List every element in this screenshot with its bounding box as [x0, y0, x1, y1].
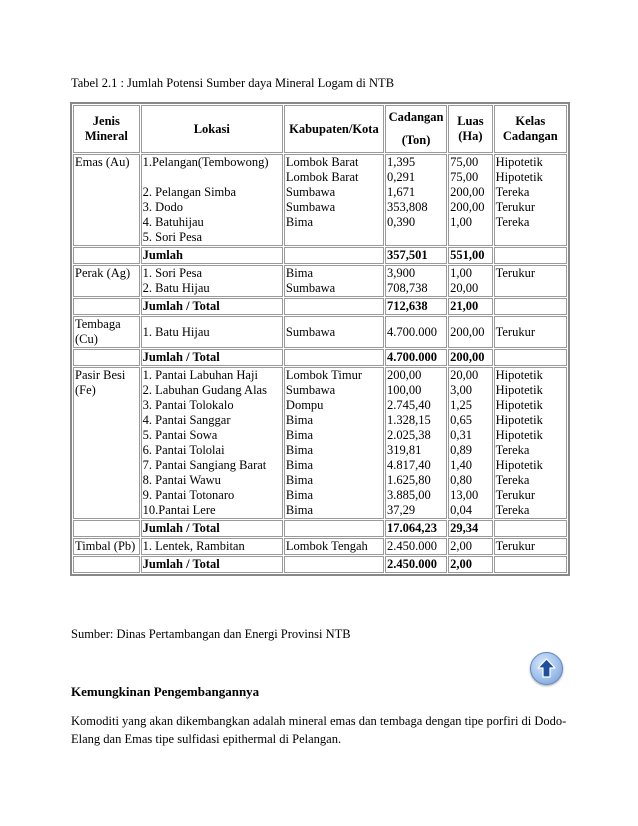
luas-line: 0,65 — [450, 413, 473, 427]
lokasi-line: 1.Pelangan(Tembowong) — [142, 155, 269, 169]
kelas-line: Terukur — [495, 324, 536, 339]
total-empty-cell — [494, 247, 567, 264]
section-heading: Kemungkinan Pengembangannya — [71, 684, 260, 699]
cadangan-line: 1,671 — [386, 185, 416, 199]
luas-line: 1,00 — [450, 266, 473, 280]
lokasi-line: 1. Pantai Labuhan Haji — [142, 368, 258, 382]
kelas-line: Hipotetik — [495, 413, 543, 427]
luas-line: 2,00 — [450, 539, 473, 553]
lokasi-line: 2. Pelangan Simba — [142, 185, 237, 199]
lokasi-line: 2. Labuhan Gudang Alas — [142, 383, 267, 397]
mineral-cell: Emas (Au) — [73, 154, 140, 246]
total-luas-cell: 200,00 — [448, 349, 492, 366]
total-luas-cell: 2,00 — [448, 556, 492, 573]
lokasi-line: 3. Dodo — [142, 200, 183, 214]
cadangan-cell — [385, 367, 447, 519]
total-label-cell: Jumlah / Total — [141, 556, 283, 573]
kab-line: Lombok Barat — [285, 170, 359, 184]
total-label-cell: Jumlah — [141, 247, 283, 264]
kelas-line: Hipotetik — [495, 428, 543, 442]
kab-cell — [284, 367, 384, 519]
total-row — [73, 556, 567, 573]
kelas-line: Tereka — [495, 473, 530, 487]
source-note: Sumber: Dinas Pertambangan dan Energi Provinsi NTB — [71, 627, 351, 641]
kelas-line: Tereka — [495, 503, 530, 517]
kelas-line: Hipotetik — [495, 368, 543, 382]
table-row — [73, 316, 567, 348]
total-label-cell: Jumlah / Total — [141, 349, 283, 366]
luas-line: 1,00 — [450, 215, 473, 229]
kab-line: Lombok Timur — [285, 368, 362, 382]
cadangan-line: 2.745,40 — [386, 398, 431, 412]
luas-line: 1,25 — [450, 398, 473, 412]
luas-line: 0,31 — [450, 428, 473, 442]
back-to-top-button[interactable] — [530, 652, 563, 685]
kab-line: Sumbawa — [285, 200, 336, 214]
total-empty-cell — [73, 556, 140, 573]
lokasi-cell — [141, 367, 283, 519]
kab-line: Bima — [285, 443, 314, 457]
kab-line: Bima — [285, 458, 314, 472]
kab-line: Lombok Barat — [285, 155, 359, 169]
cadangan-line: 200,00 — [386, 368, 422, 382]
luas-cell — [448, 154, 492, 246]
total-row — [73, 247, 567, 264]
luas-cell — [448, 538, 492, 555]
total-empty-cell — [73, 520, 140, 537]
total-empty-cell — [494, 520, 567, 537]
cadangan-cell — [385, 538, 447, 555]
table-row — [73, 154, 567, 246]
cadangan-line: 37,29 — [386, 503, 416, 517]
luas-line: 75,00 — [450, 170, 479, 184]
kelas-line — [496, 281, 565, 296]
total-empty-cell — [73, 298, 140, 315]
kelas-cell — [494, 265, 567, 297]
mineral-cell: Perak (Ag) — [73, 265, 140, 297]
total-empty-cell — [284, 298, 384, 315]
total-luas-cell: 551,00 — [448, 247, 492, 264]
total-empty-cell — [284, 349, 384, 366]
total-empty-cell — [284, 556, 384, 573]
kelas-cell — [494, 154, 567, 246]
kelas-line: Hipotetik — [495, 155, 543, 169]
lokasi-line: 10.Pantai Lere — [142, 503, 216, 517]
mineral-cell: Pasir Besi (Fe) — [73, 367, 140, 519]
kab-line: Sumbawa — [285, 185, 336, 199]
cadangan-cell — [385, 265, 447, 297]
lokasi-line: 1. Sori Pesa — [142, 266, 203, 280]
cadangan-line: 708,738 — [386, 281, 428, 295]
kab-line: Bima — [285, 428, 314, 442]
total-empty-cell — [284, 247, 384, 264]
kelas-line: Hipotetik — [495, 170, 543, 184]
total-empty-cell — [494, 556, 567, 573]
kab-line: Dompu — [285, 398, 324, 412]
cadangan-line: 0,291 — [386, 170, 416, 184]
header-luas: Luas (Ha) — [448, 105, 492, 153]
cadangan-line — [387, 230, 445, 245]
cadangan-line: 100,00 — [386, 383, 422, 397]
luas-line: 0,89 — [450, 443, 473, 457]
kab-line: Bima — [285, 413, 314, 427]
kelas-line: Tereka — [495, 443, 530, 457]
total-empty-cell — [73, 349, 140, 366]
total-cadangan-cell: 4.700.000 — [385, 349, 447, 366]
kab-line: Bima — [285, 473, 314, 487]
cadangan-line: 4.817,40 — [386, 458, 431, 472]
kelas-line: Hipotetik — [495, 458, 543, 472]
lokasi-line: 2. Batu Hijau — [142, 281, 210, 295]
cadangan-line: 1,395 — [386, 155, 416, 169]
luas-line: 20,00 — [450, 281, 479, 295]
kab-cell — [284, 538, 384, 555]
luas-line: 0,04 — [450, 503, 473, 517]
total-empty-cell — [494, 298, 567, 315]
table-header-row — [73, 105, 567, 153]
kelas-cell — [494, 316, 567, 348]
kelas-cell — [494, 538, 567, 555]
mineral-table — [70, 102, 570, 576]
cadangan-line: 2.025,38 — [386, 428, 431, 442]
cadangan-line: 353,808 — [386, 200, 428, 214]
lokasi-line: 4. Batuhijau — [142, 215, 204, 229]
total-luas-cell: 21,00 — [448, 298, 492, 315]
kelas-line — [496, 230, 565, 245]
cadangan-line: 1.328,15 — [386, 413, 431, 427]
kelas-line: Tereka — [495, 215, 530, 229]
lokasi-line: 1. Batu Hijau — [142, 324, 210, 339]
lokasi-line: 7. Pantai Sangiang Barat — [142, 458, 267, 472]
header-cadangan — [385, 105, 447, 153]
kab-line: Bima — [285, 488, 314, 502]
luas-cell — [448, 367, 492, 519]
luas-line — [450, 230, 490, 245]
total-cadangan-cell: 357,501 — [385, 247, 447, 264]
kab-line: Sumbawa — [285, 324, 336, 339]
table-row — [73, 538, 567, 555]
up-arrow-icon — [536, 657, 557, 679]
lokasi-line — [143, 170, 281, 185]
lokasi-line: 3. Pantai Tolokalo — [142, 398, 234, 412]
mineral-cell: Tembaga (Cu) — [73, 316, 140, 348]
kab-line: Sumbawa — [285, 281, 336, 295]
cadangan-line: 2.450.000 — [386, 539, 437, 553]
header-lokasi: Lokasi — [141, 105, 283, 153]
kelas-line: Hipotetik — [495, 398, 543, 412]
total-empty-cell — [73, 247, 140, 264]
kab-line — [286, 230, 382, 245]
cadangan-line: 3,900 — [386, 266, 416, 280]
section-paragraph: Komoditi yang akan dikembangkan adalah mineral emas dan tembaga dengan tipe porfiri di Dodo-Elang dan Emas tipe sulfidasi epithermal di Pelangan. — [71, 714, 567, 746]
kelas-line: Hipotetik — [495, 383, 543, 397]
luas-line: 200,00 — [450, 200, 485, 214]
kab-cell — [284, 154, 384, 246]
kab-line: Bima — [285, 266, 314, 280]
total-label-cell: Jumlah / Total — [141, 520, 283, 537]
kab-cell — [284, 265, 384, 297]
cadangan-line: 319,81 — [386, 443, 422, 457]
total-label-cell: Jumlah / Total — [141, 298, 283, 315]
kelas-line: Terukur — [495, 200, 536, 214]
luas-line: 200,00 — [450, 185, 485, 199]
luas-line: 75,00 — [450, 155, 479, 169]
lokasi-cell — [141, 316, 283, 348]
luas-line: 20,00 — [450, 368, 479, 382]
luas-line: 0,80 — [450, 473, 473, 487]
total-row — [73, 349, 567, 366]
header-kelas: Kelas Cadangan — [494, 105, 567, 153]
cadangan-line: 1.625,80 — [386, 473, 431, 487]
header-kabupaten: Kabupaten/Kota — [284, 105, 384, 153]
lokasi-cell — [141, 154, 283, 246]
kelas-line: Terukur — [495, 266, 536, 280]
kelas-line: Tereka — [495, 185, 530, 199]
cadangan-line: 0,390 — [386, 215, 416, 229]
kab-line: Lombok Tengah — [285, 539, 368, 553]
lokasi-line: 5. Pantai Sowa — [142, 428, 218, 442]
lokasi-line: 1. Lentek, Rambitan — [142, 539, 245, 553]
lokasi-cell — [141, 265, 283, 297]
total-cadangan-cell: 712,638 — [385, 298, 447, 315]
kab-line: Sumbawa — [285, 383, 336, 397]
cadangan-cell — [385, 316, 447, 348]
lokasi-line: 5. Sori Pesa — [142, 230, 203, 244]
lokasi-line: 6. Pantai Tololai — [142, 443, 225, 457]
mineral-cell: Timbal (Pb) — [73, 538, 140, 555]
total-row — [73, 520, 567, 537]
lokasi-line: 9. Pantai Totonaro — [142, 488, 235, 502]
table-body — [73, 154, 567, 573]
total-luas-cell: 29,34 — [448, 520, 492, 537]
kelas-line: Terukur — [495, 539, 536, 553]
kelas-cell — [494, 367, 567, 519]
kab-cell — [284, 316, 384, 348]
table-row — [73, 265, 567, 297]
total-empty-cell — [284, 520, 384, 537]
luas-cell — [448, 316, 492, 348]
header-cadangan-unit: (Ton) — [401, 133, 431, 147]
lokasi-cell — [141, 538, 283, 555]
luas-cell — [448, 265, 492, 297]
header-jenis: Jenis Mineral — [73, 105, 140, 153]
luas-line: 1,40 — [450, 458, 473, 472]
kelas-line: Terukur — [495, 488, 536, 502]
table-row — [73, 367, 567, 519]
cadangan-line: 3.885,00 — [386, 488, 431, 502]
luas-line: 13,00 — [450, 488, 479, 502]
header-cadangan-label: Cadangan — [388, 110, 444, 124]
total-row — [73, 298, 567, 315]
luas-line: 200,00 — [450, 324, 485, 339]
total-cadangan-cell: 2.450.000 — [385, 556, 447, 573]
total-cadangan-cell: 17.064,23 — [385, 520, 447, 537]
lokasi-line: 8. Pantai Wawu — [142, 473, 221, 487]
cadangan-cell — [385, 154, 447, 246]
kab-line: Bima — [285, 503, 314, 517]
cadangan-line: 4.700.000 — [386, 324, 437, 339]
luas-line: 3,00 — [450, 383, 473, 397]
table-caption: Tabel 2.1 : Jumlah Potensi Sumber daya Mineral Logam di NTB — [71, 76, 395, 90]
lokasi-line: 4. Pantai Sanggar — [142, 413, 231, 427]
kab-line: Bima — [285, 215, 314, 229]
total-empty-cell — [494, 349, 567, 366]
